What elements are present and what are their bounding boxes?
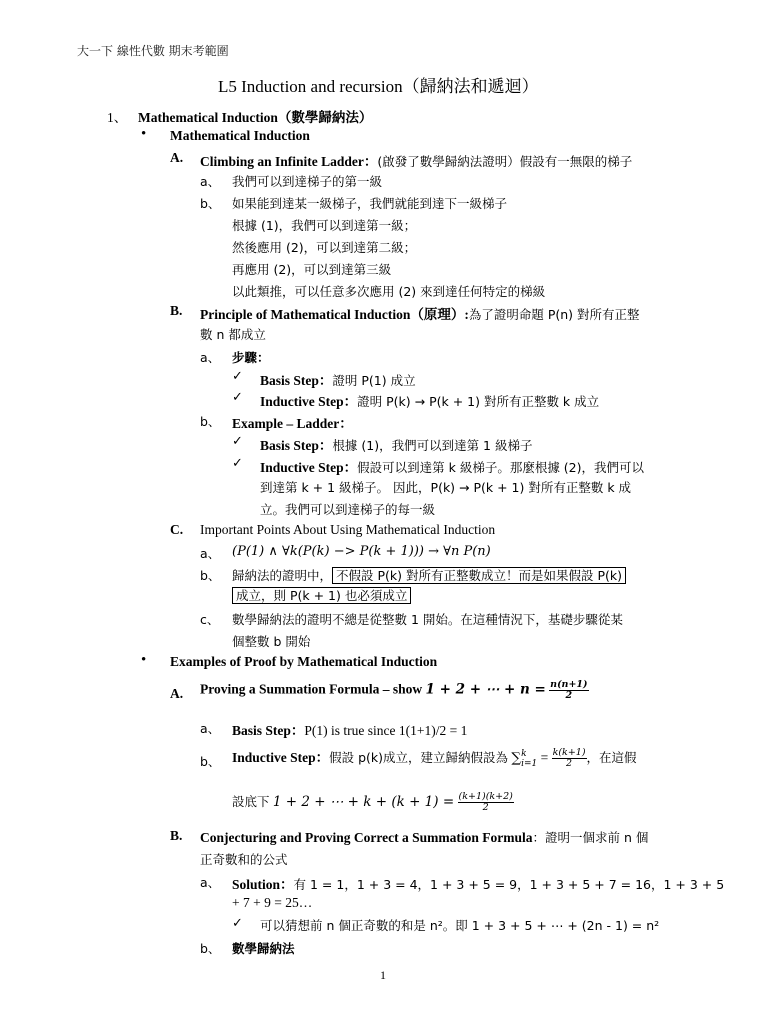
text: 歸納法的證明中， bbox=[232, 568, 333, 583]
sub-mark: b、 bbox=[200, 196, 221, 211]
sub-mark: b、 bbox=[200, 754, 221, 769]
sub-mark: a、 bbox=[200, 875, 221, 890]
text: ，在這假 bbox=[586, 750, 637, 765]
label: Inductive Step： bbox=[232, 750, 330, 765]
check-line: 可以猜想前 n 個正奇數的和是 n²。即 1 + 3 + 5 + ⋯ + (2n - 1) = n² bbox=[260, 918, 660, 933]
denominator: 2 bbox=[566, 758, 573, 770]
label: Solution： bbox=[232, 877, 294, 892]
item-title: Important Points About Using Mathematical Induction bbox=[200, 522, 496, 537]
text: 證明 P(1) 成立 bbox=[332, 373, 416, 388]
fraction bbox=[552, 748, 587, 769]
numerator: k(k+1) bbox=[552, 747, 586, 759]
item-title: Climbing an Infinite Ladder： bbox=[200, 154, 378, 169]
sub-mark: c、 bbox=[200, 612, 220, 627]
item-title: Principle of Mathematical Induction（原理）: bbox=[200, 307, 469, 322]
boxed-note: 不假設 P(k) 對所有正整數成立！而是如果假設 P(k) bbox=[332, 567, 626, 584]
check-icon: ✓ bbox=[232, 456, 243, 471]
text-line: 再應用 (2)，可以到達第三級 bbox=[232, 262, 392, 277]
section-title: Mathematical Induction（數學歸納法） bbox=[138, 110, 373, 125]
item-line bbox=[200, 828, 648, 846]
item-b-line bbox=[200, 303, 640, 323]
item-letter: B. bbox=[170, 828, 183, 843]
item-letter: B. bbox=[170, 303, 183, 318]
equals: = bbox=[540, 750, 549, 765]
sub-text: Example – Ladder： bbox=[232, 416, 353, 431]
text: 設底下 bbox=[232, 794, 270, 809]
text-line: 然後應用 (2)，可以到達第二級； bbox=[232, 240, 417, 255]
sub-text: 我們可以到達梯子的第一級 bbox=[232, 174, 383, 189]
check-line bbox=[260, 369, 416, 389]
item-letter: A. bbox=[170, 150, 184, 165]
sub-mark: a、 bbox=[200, 174, 221, 189]
text: 假設可以到達第 k 級梯子。那麼根據 (2)，我們可以 bbox=[357, 460, 645, 475]
sub-text bbox=[232, 873, 724, 893]
numerator: (k+1)(k+2) bbox=[458, 791, 513, 803]
formula-text: 1 + 2 + ⋯ + k + (k + 1) = bbox=[272, 794, 455, 810]
document-header: 大一下 線性代數 期末考範圍 bbox=[77, 44, 229, 58]
text: 證明 P(k) → P(k + 1) 對所有正整數 k 成立 bbox=[357, 394, 600, 409]
bullet-heading-mathematical-induction: Mathematical Induction bbox=[170, 128, 310, 143]
sub-text: 如果能到達某一級梯子，我們就能到達下一級梯子 bbox=[232, 196, 508, 211]
sub-mark: a、 bbox=[200, 721, 221, 736]
text-line: + 7 + 9 = 25… bbox=[232, 895, 313, 910]
sub-mark: a、 bbox=[200, 546, 221, 561]
page-title: L5 Induction and recursion（歸納法和遞迴） bbox=[218, 77, 539, 96]
sub-text: 步驟： bbox=[232, 350, 270, 365]
text-line: 以此類推，可以任意多次應用 (2) 來到達任何特定的梯級 bbox=[232, 284, 546, 299]
sub-text: 數學歸納法的證明不總是從整數 1 開始。在這種情況下，基礎步驟從某 bbox=[232, 612, 623, 627]
check-line bbox=[260, 456, 644, 476]
text: P(1) is true since 1(1+1)/2 = 1 bbox=[304, 723, 468, 738]
text-line: 數 n 都成立 bbox=[200, 327, 266, 342]
denominator: 2 bbox=[482, 802, 489, 814]
sum-symbol: ∑ bbox=[511, 750, 522, 766]
item-a-line bbox=[200, 150, 632, 170]
sub-mark: b、 bbox=[200, 414, 221, 429]
fraction bbox=[549, 680, 588, 701]
item-desc: ：證明一個求前 n 個 bbox=[532, 830, 649, 845]
item-desc: (啟發了數學歸納法證明）假設有一無限的梯子 bbox=[377, 154, 633, 169]
boxed-note: 成立，則 P(k + 1) 也必須成立 bbox=[232, 587, 411, 604]
sub-text bbox=[232, 719, 467, 739]
text-line: 立。我們可以到達梯子的每一級 bbox=[260, 502, 436, 517]
sum-limits bbox=[521, 749, 537, 769]
formula-text: 1 + 2 + ⋯ + n = bbox=[425, 681, 546, 698]
check-line bbox=[260, 434, 533, 454]
item-title: Proving a Summation Formula – show bbox=[200, 681, 423, 697]
label: Inductive Step： bbox=[260, 460, 358, 475]
sub-text bbox=[232, 566, 626, 584]
text: 根據 (1)，我們可以到達第 1 級梯子 bbox=[332, 438, 533, 453]
item-letter: A. bbox=[170, 686, 184, 701]
text-line: 正奇數和的公式 bbox=[200, 852, 288, 867]
check-icon: ✓ bbox=[232, 916, 243, 931]
sub-mark: b、 bbox=[200, 568, 221, 583]
item-letter: C. bbox=[170, 522, 184, 537]
check-line bbox=[260, 390, 599, 410]
sub-text bbox=[232, 746, 637, 769]
text-line: 根據 (1)，我們可以到達第一級； bbox=[232, 218, 417, 233]
label: Inductive Step： bbox=[260, 394, 358, 409]
label: Basis Step： bbox=[260, 373, 333, 388]
bullet-icon: • bbox=[141, 126, 147, 142]
sub-text: 數學歸納法 bbox=[232, 941, 295, 956]
sum-upper: k bbox=[521, 748, 527, 759]
text-line bbox=[232, 586, 411, 604]
sub-mark: b、 bbox=[200, 941, 221, 956]
bullet-icon: • bbox=[141, 652, 147, 668]
text-line: 個整數 b 開始 bbox=[232, 634, 311, 649]
text: 假設 p(k)成立，建立歸納假設為 bbox=[329, 750, 509, 765]
label: Basis Step： bbox=[260, 438, 333, 453]
check-icon: ✓ bbox=[232, 434, 243, 449]
sub-mark: a、 bbox=[200, 350, 221, 365]
check-icon: ✓ bbox=[232, 390, 243, 405]
fraction bbox=[458, 792, 514, 813]
denominator: 2 bbox=[565, 690, 573, 701]
numerator: n(n+1) bbox=[550, 679, 588, 690]
text-line: 到達第 k + 1 級梯子。 因此，P(k) → P(k + 1) 對所有正整數 k 成 bbox=[260, 480, 632, 495]
text: 有 1 = 1，1 + 3 = 4，1 + 3 + 5 = 9，1 + 3 + 5 + 7 = 16，1 + 3 + 5 bbox=[293, 877, 725, 892]
formula-text: (P(1) ∧ ∀k(P(k) −> P(k + 1))) → ∀n P(n) bbox=[232, 544, 491, 559]
item-desc: 為了證明命題 P(n) 對所有正整 bbox=[468, 307, 640, 322]
check-icon: ✓ bbox=[232, 369, 243, 384]
item-line bbox=[200, 680, 589, 701]
section-number: 1、 bbox=[107, 110, 128, 125]
label: Basis Step： bbox=[232, 723, 305, 738]
sum-lower: i=1 bbox=[521, 758, 538, 769]
bullet-heading-examples: Examples of Proof by Mathematical Induction bbox=[170, 654, 438, 669]
item-title: Conjecturing and Proving Correct a Summation Formula bbox=[200, 830, 533, 845]
page-number: 1 bbox=[380, 968, 386, 982]
text-line bbox=[232, 792, 514, 813]
